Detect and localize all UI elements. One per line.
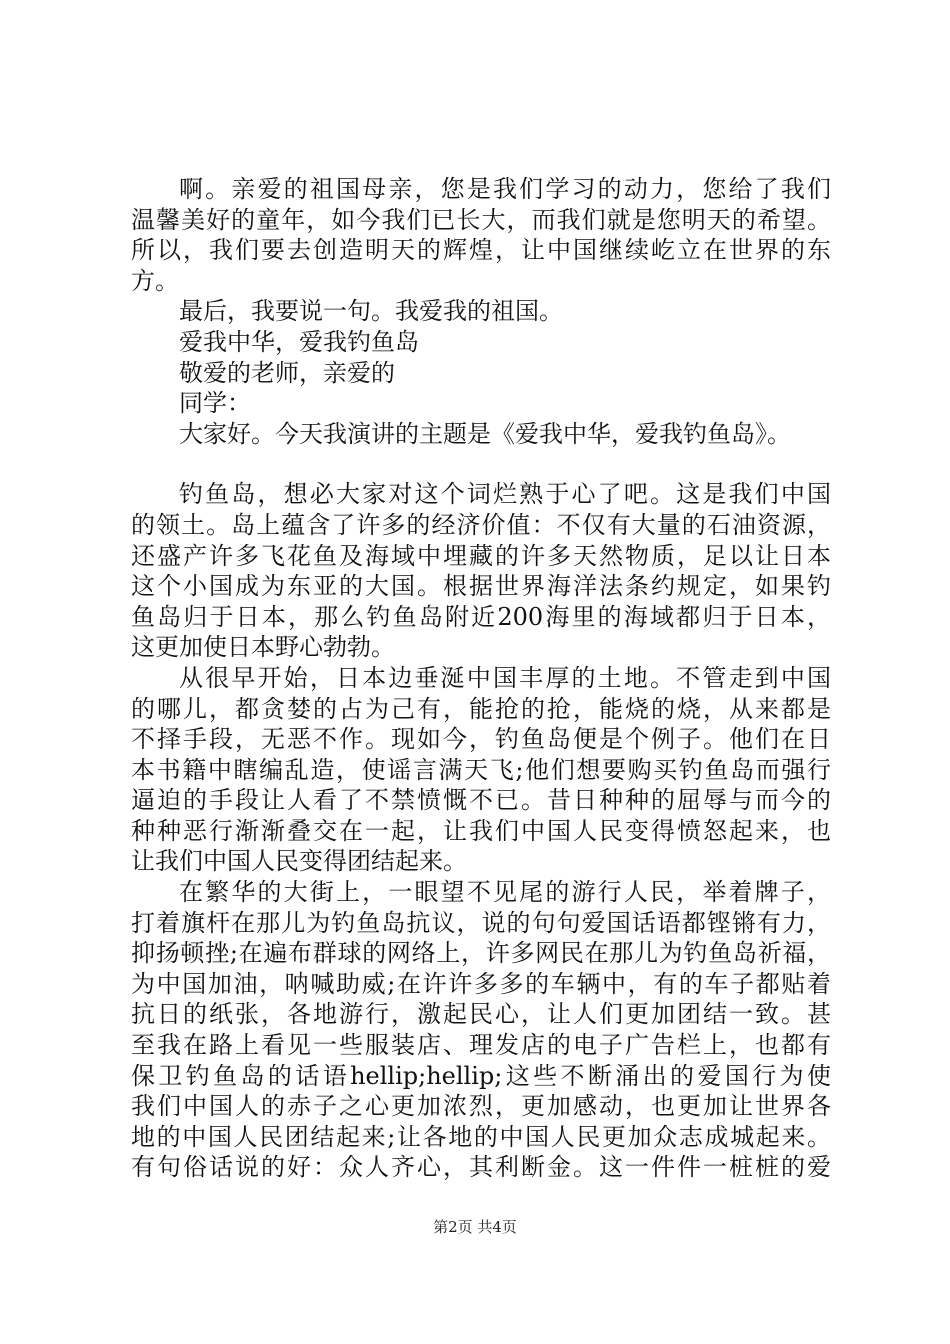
text-line: 逼迫的手段让人看了不禁愤慨不已。昔日种种的屈辱与而今的 [131,786,831,815]
text-line: 地的中国人民团结起来;让各地的中国人民更加众志成城起来。 [131,1122,831,1151]
text-line: 从很早开始，日本边垂涎中国丰厚的土地。不管走到中国 [179,663,831,692]
text-line: 我们中国人的赤子之心更加浓烈，更加感动，也更加让世界各 [131,1092,831,1121]
text-line: 为中国加油，呐喊助威;在许许多多的车辆中，有的车子都贴着 [131,969,831,998]
text-line: 的哪儿，都贪婪的占为己有，能抢的抢，能烧的烧，从来都是 [131,694,831,723]
text-line: 抑扬顿挫;在遍布群球的网络上，许多网民在那儿为钓鱼岛祈福， [131,939,831,968]
text-line: 还盛产许多飞花鱼及海域中埋藏的许多天然物质，足以让日本 [131,541,831,570]
text-line: 这更加使日本野心勃勃。 [131,633,395,662]
text-line: 大家好。今天我演讲的主题是《爱我中华，爱我钓鱼岛》。 [179,419,791,448]
text-line: 所以，我们要去创造明天的辉煌，让中国继续屹立在世界的东 [131,236,831,265]
page-footer: 第2页 共4页 [433,1218,517,1236]
text-line: 鱼岛归于日本，那么钓鱼岛附近200海里的海域都归于日本， [131,602,831,631]
text-line: 方。 [131,266,179,295]
text-line: 抗日的纸张，各地游行，激起民心，让人们更加团结一致。甚 [131,1000,831,1029]
text-line: 爱我中华，爱我钓鱼岛 [179,327,419,356]
text-line: 打着旗杆在那儿为钓鱼岛抗议，说的句句爱国话语都铿锵有力， [131,908,831,937]
text-line: 最后，我要说一句。我爱我的祖国。 [179,297,563,326]
text-line: 有句俗话说的好：众人齐心，其利断金。这一件件一桩桩的爱 [131,1153,831,1182]
text-line: 本书籍中瞎编乱造，使谣言满天飞;他们想要购买钓鱼岛而强行 [131,755,831,784]
paragraph-gap [131,449,831,479]
text-line: 种种恶行渐渐叠交在一起，让我们中国人民变得愤怒起来，也 [131,816,831,845]
text-line: 敬爱的老师，亲爱的 [179,358,395,387]
text-line: 让我们中国人民变得团结起来。 [131,847,467,876]
text-line: 钓鱼岛，想必大家对这个词烂熟于心了吧。这是我们中国 [179,480,831,509]
text-line: 这个小国成为东亚的大国。根据世界海洋法条约规定，如果钓 [131,572,831,601]
text-line: 的领土。岛上蕴含了许多的经济价值：不仅有大量的石油资源， [131,510,831,539]
document-body [131,174,831,1183]
text-line: 同学： [179,389,251,418]
text-line: 在繁华的大街上，一眼望不见尾的游行人民，举着牌子， [179,878,831,907]
text-line: 至我在路上看见一些服装店、理发店的电子广告栏上，也都有 [131,1031,831,1060]
text-line: 保卫钓鱼岛的话语hellip;hellip;这些不断涌出的爱国行为使 [131,1061,831,1090]
text-line: 不择手段，无恶不作。现如今，钓鱼岛便是个例子。他们在日 [131,725,831,754]
text-line: 温馨美好的童年，如今我们已长大，而我们就是您明天的希望。 [131,205,831,234]
text-line: 啊。亲爱的祖国母亲，您是我们学习的动力，您给了我们 [179,175,831,203]
